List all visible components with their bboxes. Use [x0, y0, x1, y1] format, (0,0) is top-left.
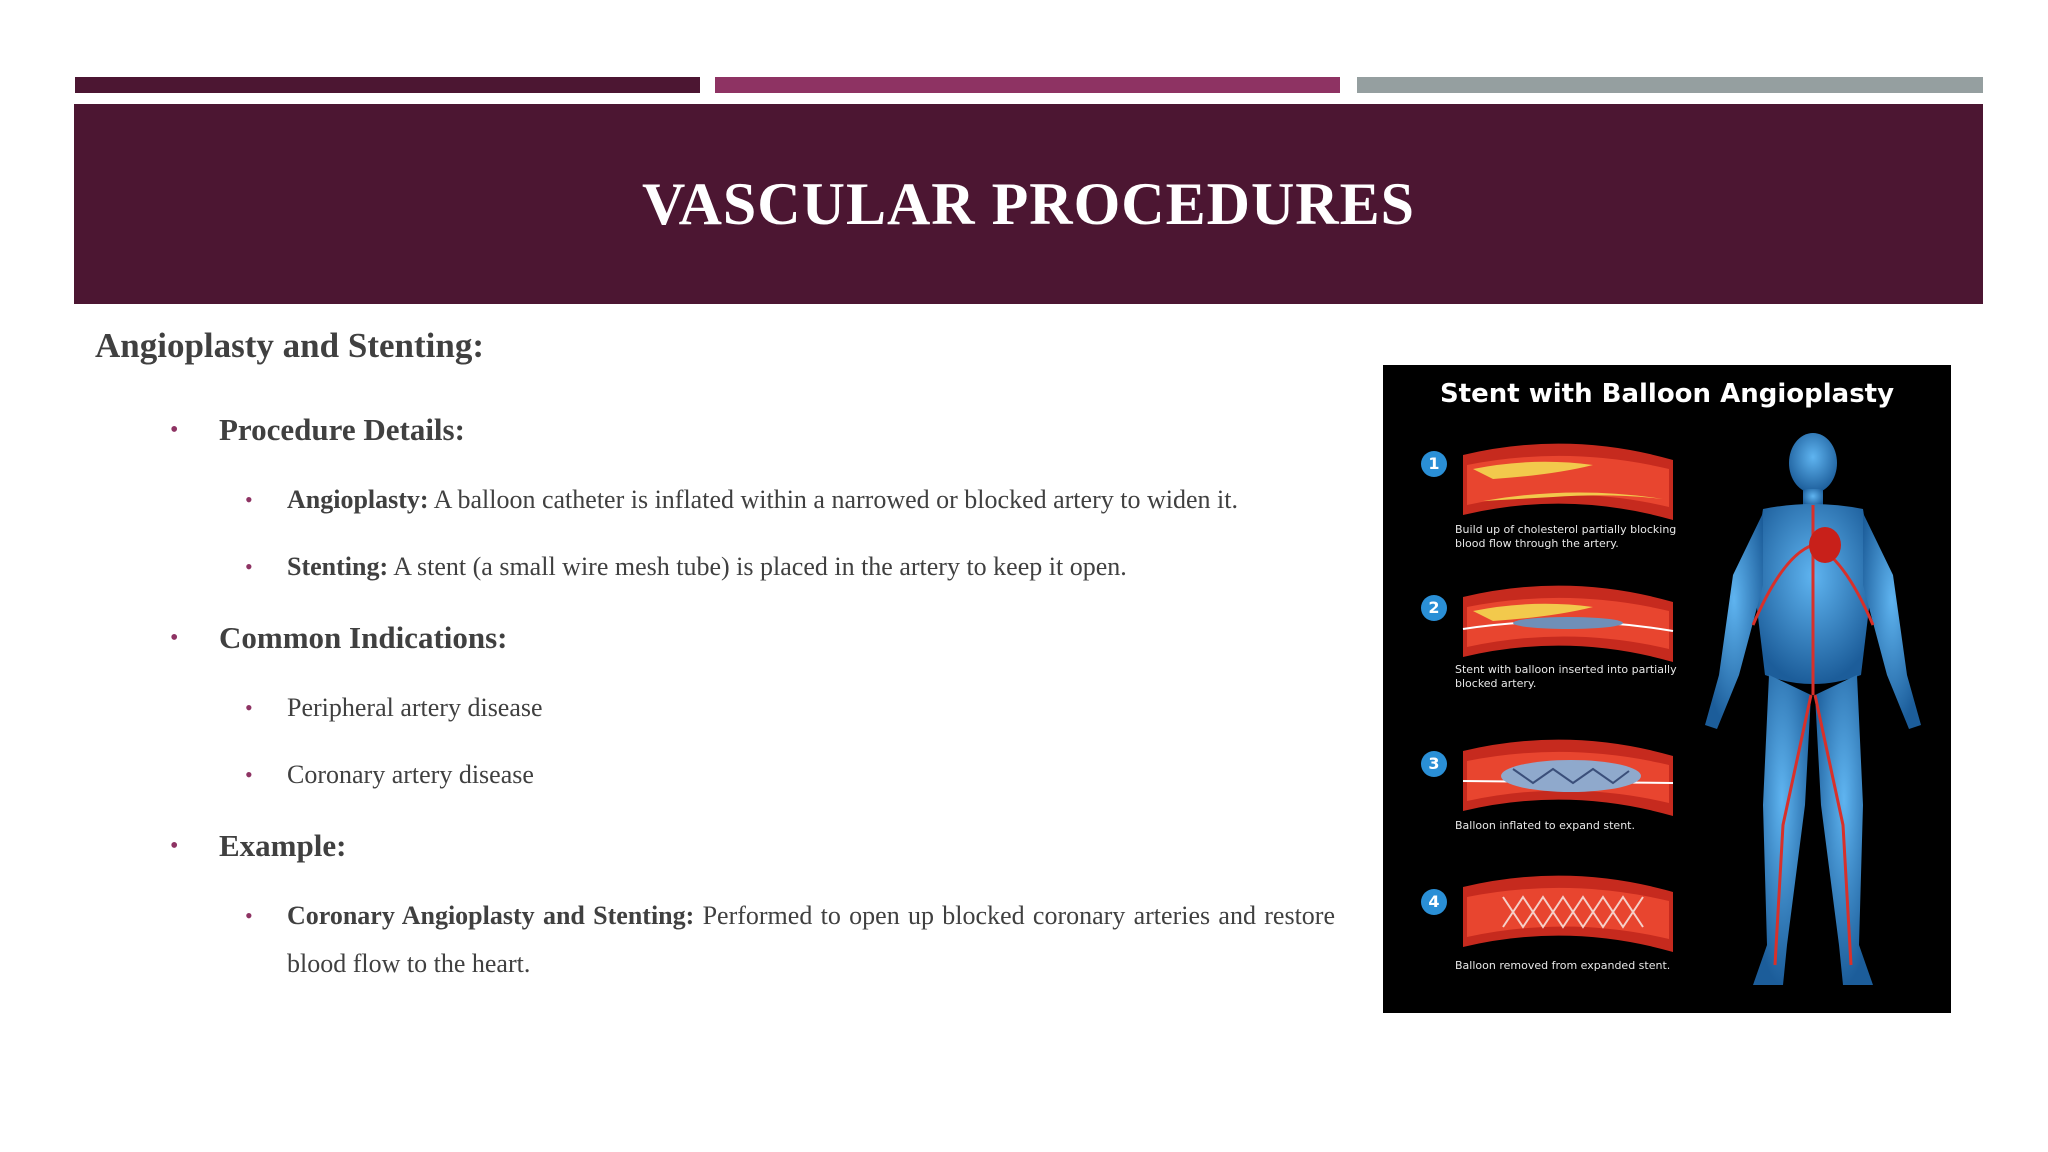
- artery-stent-inserted-illustration: [1453, 577, 1683, 667]
- bullet-icon: •: [245, 554, 253, 579]
- list-heading: Procedure Details:: [219, 412, 465, 447]
- accent-bar-gray: [1357, 77, 1983, 93]
- list-text: [287, 543, 1335, 591]
- term-label: Stenting:: [287, 552, 389, 581]
- bullet-icon: •: [170, 625, 179, 651]
- term-label: Coronary Angioplasty and Stenting:: [287, 901, 695, 930]
- list-text: [287, 476, 1335, 524]
- step-number-4: 4: [1421, 889, 1447, 915]
- artery-plaque-illustration: [1453, 435, 1683, 525]
- slide-title: VASCULAR PROCEDURES: [641, 170, 1415, 237]
- list-item-coronary-example: [245, 892, 1335, 988]
- figure-title: Stent with Balloon Angioplasty: [1439, 379, 1895, 409]
- list-item-peripheral: [245, 684, 1335, 732]
- term-description: A balloon catheter is inflated within a narrowed or blocked artery to widen it.: [428, 485, 1238, 514]
- angioplasty-figure: [1383, 365, 1951, 1013]
- bullet-icon: •: [245, 695, 253, 720]
- list-text: Coronary artery disease: [287, 760, 534, 789]
- list-item-angioplasty: [245, 476, 1335, 524]
- term-label: Angioplasty:: [287, 485, 429, 514]
- step-caption-2: Stent with balloon inserted into partially blocked artery.: [1455, 663, 1677, 690]
- bullet-icon: •: [245, 903, 253, 928]
- list-item-stenting: [245, 543, 1335, 591]
- step-number-2: 2: [1421, 595, 1447, 621]
- list-heading: Common Indications:: [219, 620, 508, 655]
- human-body-illustration: [1683, 425, 1943, 1005]
- artery-stent-expanded-illustration: [1453, 867, 1683, 957]
- bullet-icon: •: [170, 417, 179, 443]
- list-text: Peripheral artery disease: [287, 693, 543, 722]
- bullet-icon: •: [170, 833, 179, 859]
- list-text: [287, 892, 1335, 988]
- term-description: A stent (a small wire mesh tube) is placed in the artery to keep it open.: [388, 552, 1127, 581]
- bullet-icon: •: [245, 762, 253, 787]
- step-caption-3: Balloon inflated to expand stent.: [1455, 819, 1635, 832]
- step-caption-1: Build up of cholesterol partially blocking blood flow through the artery.: [1455, 523, 1677, 550]
- title-banner: [74, 104, 1983, 304]
- step-number-1: 1: [1421, 451, 1447, 477]
- list-item-coronary: [245, 751, 1335, 799]
- term-description: Performed to open up blocked coronary arteries and restore blood flow to the heart.: [287, 901, 1335, 978]
- list-heading: Example:: [219, 828, 347, 863]
- artery-balloon-inflated-illustration: [1453, 731, 1683, 821]
- step-caption-4: Balloon removed from expanded stent.: [1455, 959, 1671, 972]
- accent-bar-magenta: [715, 77, 1340, 93]
- section-heading: Angioplasty and Stenting:: [95, 326, 484, 365]
- bullet-icon: •: [245, 487, 253, 512]
- step-number-3: 3: [1421, 751, 1447, 777]
- accent-bar-dark: [75, 77, 700, 93]
